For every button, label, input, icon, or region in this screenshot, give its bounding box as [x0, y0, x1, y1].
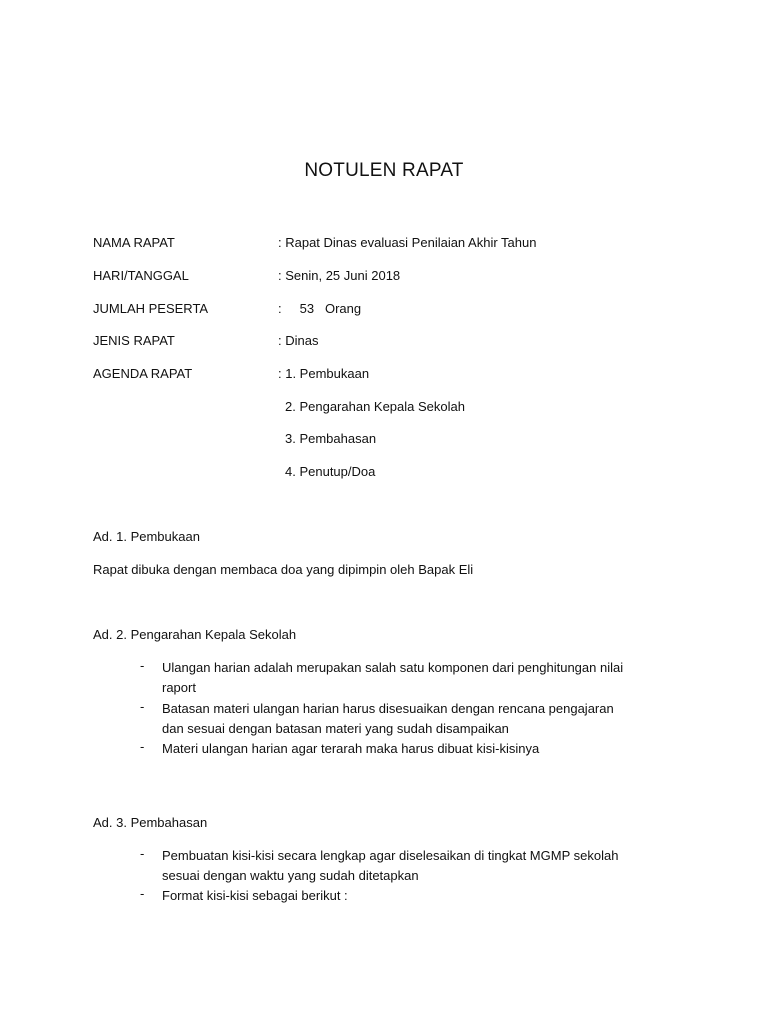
info-row-hari-tanggal	[93, 268, 693, 286]
info-value: : 1. Pembukaan	[278, 366, 370, 381]
info-label: HARI/TANGGAL	[93, 268, 189, 283]
info-row-jumlah-peserta	[93, 301, 693, 319]
bullet-line: dan sesuai dengan batasan materi yang sudah disampaikan	[162, 721, 509, 736]
bullet-line: sesuai dengan waktu yang sudah ditetapkan	[162, 868, 419, 883]
bullet-text	[162, 658, 682, 698]
section-heading-pengarahan: Ad. 2. Pengarahan Kepala Sekolah	[93, 627, 297, 642]
info-label: NAMA RAPAT	[93, 235, 175, 250]
bullet-line: Ulangan harian adalah merupakan salah satu komponen dari penghitungan nilai	[162, 660, 624, 675]
info-label: JUMLAH PESERTA	[93, 301, 209, 316]
info-value: : Dinas	[278, 333, 319, 348]
bullet-line: Batasan materi ulangan harian harus disesuaikan dengan rencana pengajaran	[162, 701, 614, 716]
page-title: NOTULEN RAPAT	[304, 160, 464, 181]
section-heading-pembukaan: Ad. 1. Pembukaan	[93, 529, 200, 544]
bullet-line: Format kisi-kisi sebagai berikut :	[162, 888, 348, 903]
bullet-dash: -	[140, 699, 145, 714]
info-value: : Senin, 25 Juni 2018	[278, 268, 401, 283]
agenda-item: 2. Pengarahan Kepala Sekolah	[285, 399, 465, 414]
bullet-dash: -	[140, 739, 145, 754]
section-paragraph: Rapat dibuka dengan membaca doa yang dipimpin oleh Bapak Eli	[93, 562, 474, 577]
bullet-text	[162, 886, 682, 906]
info-label: JENIS RAPAT	[93, 333, 175, 348]
info-row-jenis-rapat	[93, 333, 693, 351]
info-row-agenda-rapat	[93, 366, 693, 384]
bullet-text	[162, 739, 682, 759]
bullet-dash: -	[140, 658, 145, 673]
bullet-line: Pembuatan kisi-kisi secara lengkap agar diselesaikan di tingkat MGMP sekolah	[162, 848, 619, 863]
agenda-item: 3. Pembahasan	[285, 431, 377, 446]
info-value: : Rapat Dinas evaluasi Penilaian Akhir Tahun	[278, 235, 537, 250]
info-row-nama-rapat	[93, 235, 693, 253]
agenda-item: 4. Penutup/Doa	[285, 464, 376, 479]
section-heading-pembahasan: Ad. 3. Pembahasan	[93, 815, 208, 830]
bullet-text	[162, 846, 682, 886]
bullet-line: raport	[162, 680, 196, 695]
bullet-dash: -	[140, 846, 145, 861]
info-value: : 53 Orang	[278, 301, 362, 316]
info-label: AGENDA RAPAT	[93, 366, 193, 381]
bullet-dash: -	[140, 886, 145, 901]
bullet-line: Materi ulangan harian agar terarah maka harus dibuat kisi-kisinya	[162, 741, 540, 756]
bullet-text	[162, 699, 682, 739]
